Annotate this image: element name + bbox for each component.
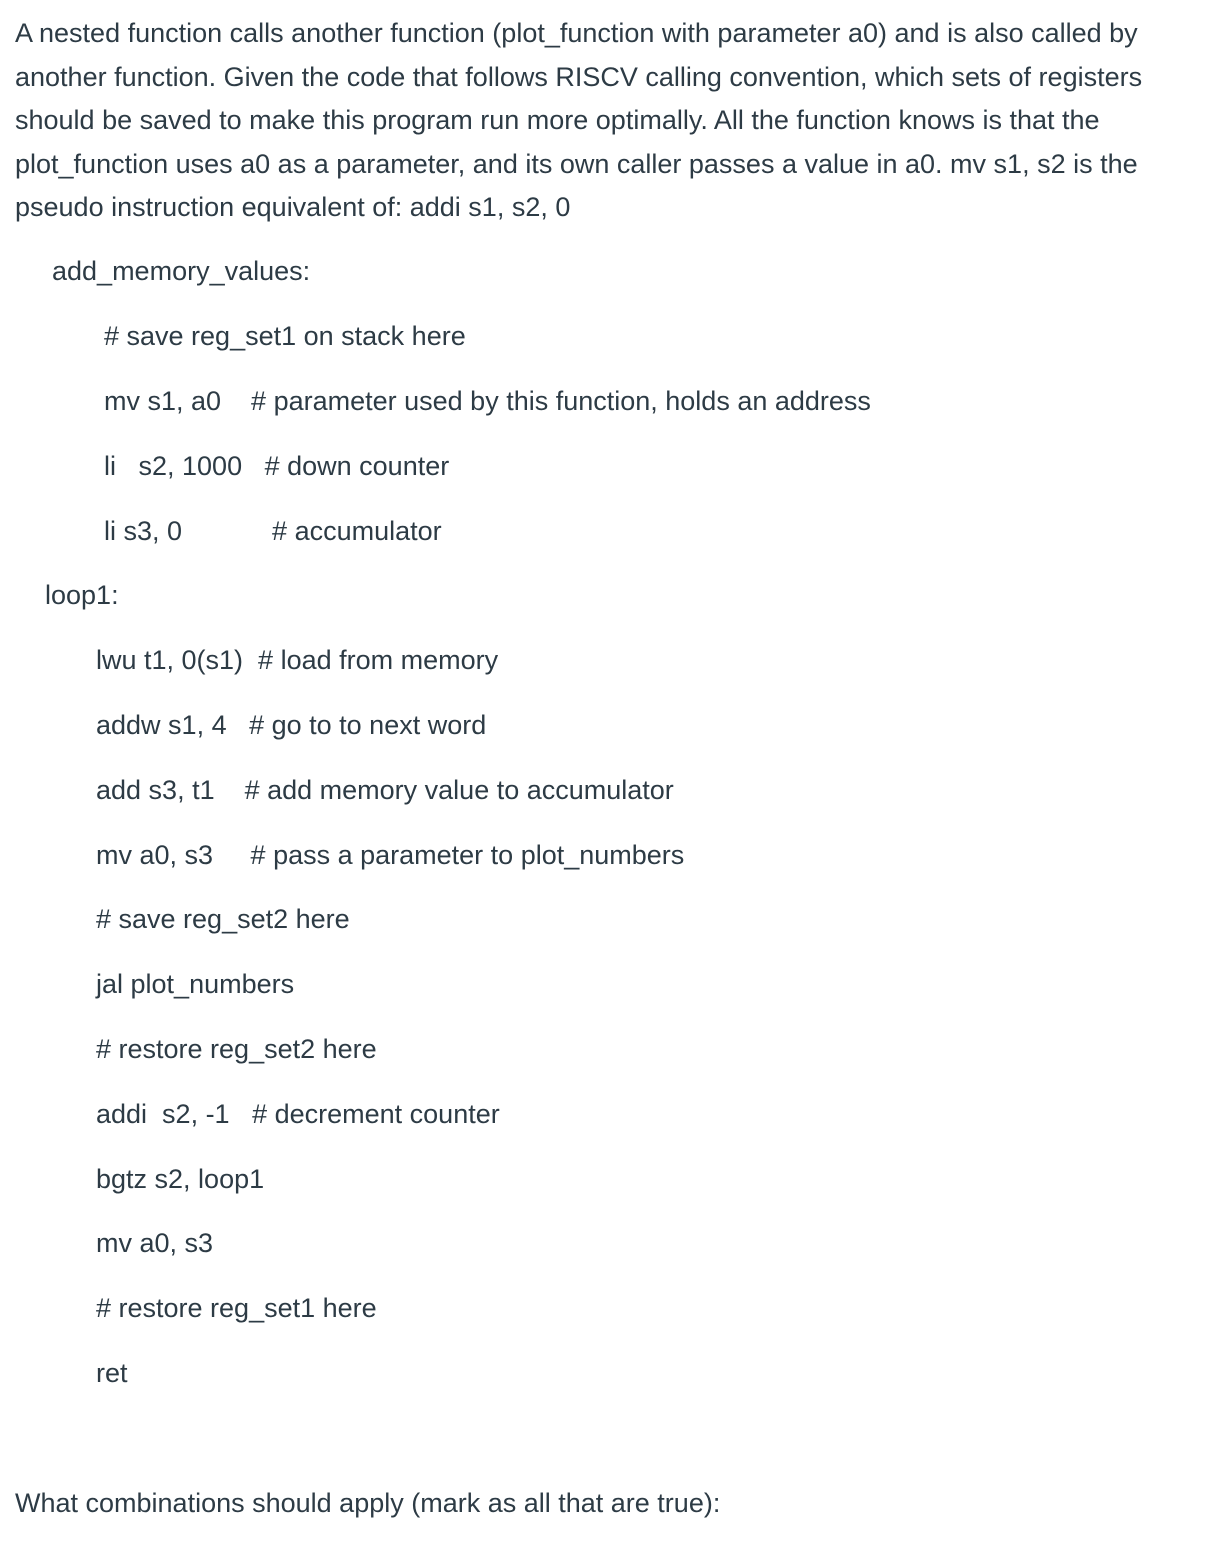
- code-line-jal: jal plot_numbers: [96, 969, 295, 999]
- code-line-mv-s1-a0: mv s1, a0 # parameter used by this function, holds an address: [104, 386, 871, 416]
- code-line-add-s3: add s3, t1 # add memory value to accumulator: [96, 775, 674, 805]
- code-line-li-s3: li s3, 0 # accumulator: [104, 516, 442, 546]
- code-line-mv-a0-s3-final: mv a0, s3: [96, 1228, 214, 1258]
- code-line-save-reg-set2: # save reg_set2 here: [96, 904, 350, 934]
- code-line-restore-reg-set2: # restore reg_set2 here: [96, 1034, 377, 1064]
- code-label-add-memory-values: add_memory_values:: [52, 256, 311, 286]
- code-line-ret: ret: [96, 1358, 128, 1388]
- code-label-loop1: loop1:: [45, 580, 119, 610]
- code-line-addw: addw s1, 4 # go to to next word: [96, 710, 487, 740]
- code-line-bgtz: bgtz s2, loop1: [96, 1164, 265, 1194]
- code-line-addi-s2: addi s2, -1 # decrement counter: [96, 1099, 500, 1129]
- code-line-restore-reg-set1: # restore reg_set1 here: [96, 1293, 377, 1323]
- code-line-lwu: lwu t1, 0(s1) # load from memory: [96, 645, 499, 675]
- code-line-mv-a0-s3: mv a0, s3 # pass a parameter to plot_numbers: [96, 840, 685, 870]
- code-line-save-reg-set1: # save reg_set1 on stack here: [104, 321, 466, 351]
- code-line-li-s2: li s2, 1000 # down counter: [104, 451, 450, 481]
- question-prompt: What combinations should apply (mark as all that are true):: [15, 1488, 721, 1518]
- question-intro: A nested function calls another function (plot_function with parameter a0) and is also called by another function. Given the code that follows RISCV calling convention, which sets of registers should be saved to make this program run more optimally. All the function knows is that the plot_function uses a0 as a parameter, and its own caller passes a value in a0. mv s1, s2 is the pseudo instruction equivalent of: addi s1, s2, 0: [15, 18, 1143, 222]
